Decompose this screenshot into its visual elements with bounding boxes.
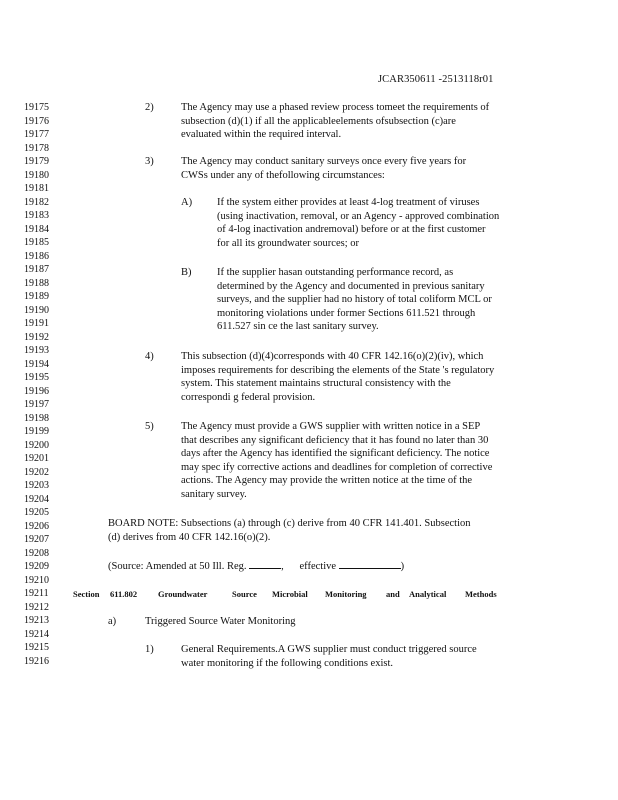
text-line: that describes any significant deficiency that it has found no later than 30 [181,434,489,446]
text-line: If the supplier hasan outstanding performance record, as [217,267,454,278]
effective-date-blank [339,559,401,569]
item-label-B: B) [181,267,192,278]
line-number: 19206 [24,520,49,532]
volume-blank [249,559,281,569]
line-number: 19179 [24,156,49,167]
item-label-2: 2) [145,102,154,113]
line-number: 19203 [24,480,49,491]
line-number: 19215 [24,642,49,653]
text-line: (using inactivation, removal, or an Agency - approved combination [217,210,500,222]
line-number: 19176 [24,115,49,127]
text-line: actions. The Agency may provide the written notice at the time of the [181,475,473,486]
line-number: 19185 [24,237,49,248]
item-label-4: 4) [145,351,154,362]
line-number: 19205 [24,507,49,518]
section-word: Microbial [272,589,308,599]
line-number: 19188 [24,277,49,289]
line-number: 19182 [24,196,49,208]
source-note: (Source: Amended at 50 Ill. Reg. , effective ) [108,561,405,572]
item-label-a: a) [108,616,117,627]
text-line: If the system either provides at least 4-log treatment of viruses [217,197,480,208]
section-word: Analytical [409,589,447,599]
board-note [108,517,522,544]
line-number: 19181 [24,183,49,194]
line-number: 19194 [24,358,49,370]
line-number: 19209 [24,561,49,572]
text-line: General Requirements.A GWS supplier must conduct triggered source [181,644,477,655]
section-number: 611.802 [110,589,138,599]
section-word: Source [232,589,257,599]
subsection-a-title: Triggered Source Water Monitoring [145,616,296,627]
text-line: CWSs under any of thefollowing circumstances: [181,169,385,181]
paragraph-A [217,196,527,250]
text-line: The Agency may use a phased review process tomeet the requirements of [181,102,490,113]
line-number: 19177 [24,129,49,140]
source-prefix: (Source: Amended at 50 Ill. Reg. [108,561,247,572]
line-number: 19183 [24,210,49,221]
text-line: (d) derives from 40 CFR 142.16(o)(2). [108,531,271,543]
source-close: ) [400,561,405,572]
text-line: surveys, and the supplier had no history of total coliform MCL or [217,294,492,305]
section-word: Section [73,589,100,599]
text-line: monitoring violations under former Sections 611.521 through [217,307,476,319]
line-number: 19187 [24,264,49,275]
paragraph-2 [181,101,535,142]
section-word: and [386,589,400,599]
text-line: The Agency may conduct sanitary surveys once every five years for [181,156,467,167]
text-line: This subsection (d)(4)corresponds with 40 CFR 142.16(o)(2)(iv), which [181,351,484,362]
line-number: 19200 [24,439,49,451]
text-line: for all its groundwater sources; or [217,237,360,249]
line-number: 19193 [24,345,49,356]
line-number: 19210 [24,574,49,586]
item-label-3: 3) [145,156,154,167]
paragraph-4 [181,350,531,404]
line-number: 19216 [24,655,49,667]
line-number: 19214 [24,628,49,640]
line-number: 19186 [24,250,49,262]
text-line: system. This statement maintains structural consistency with the [181,378,451,389]
text-line: evaluated within the required interval. [181,129,342,140]
line-number: 19196 [24,385,49,397]
item-label-5: 5) [145,421,154,432]
section-word: Monitoring [325,589,367,599]
line-number: 19184 [24,223,49,235]
line-number: 19211 [24,588,49,599]
line-number: 19207 [24,534,49,545]
text-line: sanitary survey. [181,488,247,500]
text-line: determined by the Agency and documented in previous sanitary [217,280,485,292]
section-word: Groundwater [158,589,208,599]
line-number: 19212 [24,601,49,613]
line-number: 19189 [24,291,49,302]
line-number: 19208 [24,547,49,559]
paragraph-5 [181,420,535,501]
text-line: of 4-log inactivation andremoval) before or at the first customer [217,224,486,235]
text-line: imposes requirements for describing the elements of the State 's regulatory [181,364,495,376]
line-number: 19199 [24,426,49,437]
text-line: subsection (d)(1) if all the applicableelements ofsubsection (c)are [181,115,456,127]
text-line: correspondi g federal provision. [181,391,316,403]
document-header: JCAR350611 -2513118r01 [378,74,494,85]
line-number: 19201 [24,453,49,464]
item-label-A: A) [181,197,193,208]
text-line: water monitoring if the following conditions exist. [181,657,394,669]
text-line: The Agency must provide a GWS supplier with written notice in a SEP [181,421,481,432]
paragraph-3 [181,155,507,182]
line-number: 19178 [24,142,49,154]
paragraph-a1 [181,643,523,670]
line-number: 19202 [24,466,49,478]
line-number-column [24,101,64,668]
line-number: 19204 [24,493,49,505]
line-number: 19190 [24,304,49,316]
paragraph-B [217,266,532,334]
source-effective: effective [299,561,337,572]
section-word: Methods [465,589,497,599]
line-number: 19213 [24,615,49,626]
line-number: 19175 [24,102,49,113]
text-line: BOARD NOTE: Subsections (a) through (c) derive from 40 CFR 141.401. Subsection [108,518,471,529]
text-line: 611.527 sin ce the last sanitary survey. [217,321,379,332]
line-number: 19192 [24,331,49,343]
line-number: 19195 [24,372,49,383]
line-number: 19198 [24,412,49,424]
line-number: 19180 [24,169,49,181]
text-line: days after the Agency has identified the significant deficiency. The notice [181,448,490,459]
line-number: 19197 [24,399,49,410]
line-number: 19191 [24,318,49,329]
text-line: may spec ify corrective actions and deadlines for completion of corrective [181,461,493,473]
item-label-1: 1) [145,644,154,655]
